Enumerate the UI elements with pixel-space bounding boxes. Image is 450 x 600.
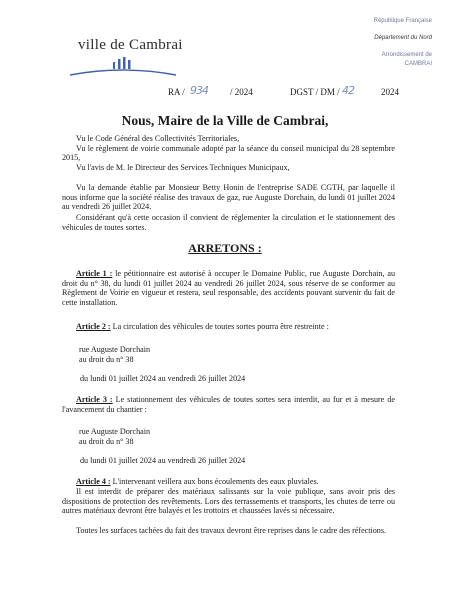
article-4-label: Article 4 : (76, 477, 111, 486)
article-1-label: Article 1 : (76, 269, 113, 278)
article-2-text: La circulation des véhicules de toutes sortes pourra être restreinte : (110, 322, 329, 331)
city-logo-icon (68, 55, 178, 77)
vu-block (62, 134, 395, 172)
ra-number: 934 (190, 84, 208, 97)
article-4-paragraph-3: Toutes les surfaces tachées du fait des travaux devront être reprises dans le cadre des réfections. (76, 526, 387, 535)
demande-paragraph: Vu la demande établie par Monsieur Betty Honin de l'entreprise SADE CGTH, par laquelle il nous informe que la société réalise des travaux de gaz, rue Auguste Dorchain, du lundi 01 juillet 2024 au vendredi 26 juillet 2024. (62, 183, 395, 212)
article-1-text: le pétitionnaire est autorisé à occuper le Domaine Public, rue Auguste Dorchain, au droit du n° 38, du lundi 01 juillet 2024 au vendredi 26 juillet 2024, sous réserve de se conformer au Règlement de Voirie en vigueur et restera, seul responsable, des accidents pouvant survenir du fait de cette installation. (62, 269, 395, 307)
arretons-heading (0, 241, 450, 256)
considerant-paragraph: Considérant qu'à cette occasion il convient de réglementer la circulation et le stationnement des véhicules de toutes sortes. (62, 213, 395, 232)
republique-label: République Française (373, 18, 432, 24)
article-4 (62, 477, 395, 487)
article-2-street: rue Auguste Dorchain (79, 345, 151, 354)
article-2-period: du lundi 01 juillet 2024 au vendredi 26 juillet 2024 (80, 374, 246, 383)
departement-label: Département du Nord (374, 35, 432, 41)
article-3-period: du lundi 01 juillet 2024 au vendredi 26 juillet 2024 (80, 456, 246, 465)
vu-cgct: Vu le Code Général des Collectivités Territoriales, (76, 134, 240, 143)
vu-reglement: Vu le règlement de voirie communale adopté par la séance du conseil municipal du 28 septembre 2015, (62, 143, 395, 163)
logo-text: ville de Cambrai (78, 37, 183, 53)
article-3-number: au droit du n° 38 (79, 437, 134, 446)
dgst-prefix: DGST / DM / (290, 87, 340, 97)
dgst-number: 42 (342, 84, 354, 97)
arrondissement-label: Arrondissement de (381, 52, 432, 58)
article-3-text: Le stationnement des véhicules de toutes sortes sera interdit, au fur et à mesure de l'avancement du chantier : (62, 395, 395, 414)
article-2 (62, 322, 395, 332)
arrondissement-city: CAMBRAI (404, 61, 432, 67)
article-3-label: Article 3 : (76, 395, 113, 404)
ra-prefix: RA / (168, 87, 185, 97)
article-4-text: L'intervenant veillera aux bons écoulements des eaux pluviales. (110, 477, 319, 486)
page-title: Nous, Maire de la Ville de Cambrai, (121, 113, 329, 128)
article-2-label: Article 2 : (76, 322, 111, 331)
arretons-text: ARRETONS : (188, 241, 262, 255)
vu-avis: Vu l'avis de M. le Directeur des Services Techniques Municipaux, (76, 162, 290, 172)
article-3 (62, 395, 395, 414)
ra-year: / 2024 (230, 87, 253, 97)
article-1 (62, 269, 395, 307)
article-2-number: au droit du n° 38 (79, 355, 134, 364)
dgst-year: 2024 (381, 87, 399, 97)
article-3-street: rue Auguste Dorchain (79, 427, 151, 436)
article-4-paragraph-2: Il est interdit de préparer des matériaux salissants sur la voie publique, sans avoir pris des dispositions de protection des revêtements. Lors des terrassements et transports, les chutes de terre ou autres matériaux devront être balayés et les trottoirs et chaussées lavés si nécessaire. (62, 487, 395, 516)
